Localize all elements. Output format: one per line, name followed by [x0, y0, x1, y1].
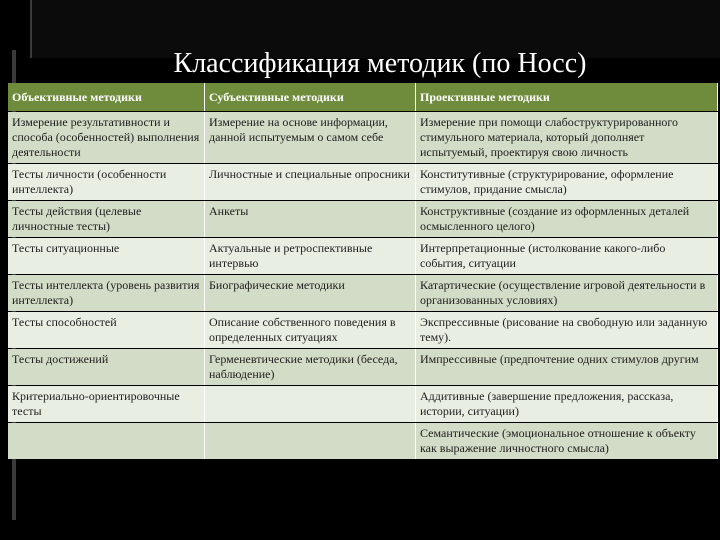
table-cell: Актуальные и ретроспективные интервью — [205, 238, 416, 274]
table-cell: Тесты ситуационные — [8, 238, 205, 274]
table-cell: Измерение результативности и способа (особенностей) выполнения деятельности — [8, 112, 205, 163]
table-header-row — [8, 83, 718, 111]
table-cell: Импрессивные (предпочтение одних стимулов другим — [416, 349, 718, 385]
header-objective: Объективные методики — [8, 83, 205, 111]
table-row — [8, 386, 718, 422]
table-row — [8, 312, 718, 348]
table-row — [8, 423, 718, 459]
table-cell: Анкеты — [205, 201, 416, 237]
table-cell: Личностные и специальные опросники — [205, 164, 416, 200]
table-row — [8, 164, 718, 200]
table-cell: Конструктивные (создание из оформленных деталей осмысленного целого) — [416, 201, 718, 237]
table-cell: Тесты способностей — [8, 312, 205, 348]
table-cell: Тесты действия (целевые личностные тесты) — [8, 201, 205, 237]
table-cell: Измерение при помощи слабоструктурированного стимульного материала, который дополняет испытуемый, проектируя свою личность — [416, 112, 718, 163]
table-cell: Критериально-ориентировочные тесты — [8, 386, 205, 422]
table-cell: Биографические методики — [205, 275, 416, 311]
table-cell — [205, 386, 416, 422]
table-cell: Семантические (эмоциональное отношение к объекту как выражение личностного смысла) — [416, 423, 718, 459]
classification-table — [8, 82, 718, 460]
table-cell: Тесты личности (особенности интеллекта) — [8, 164, 205, 200]
table-cell: Аддитивные (завершение предложения, рассказа, истории, ситуации) — [416, 386, 718, 422]
table-row — [8, 201, 718, 237]
table-cell — [8, 423, 205, 459]
table-cell: Экспрессивные (рисование на свободную или заданную тему). — [416, 312, 718, 348]
table-row — [8, 275, 718, 311]
header-projective: Проективные методики — [416, 83, 718, 111]
header-subjective: Субъективные методики — [205, 83, 416, 111]
table-cell: Интерпретационные (истолкование какого-либо события, ситуации — [416, 238, 718, 274]
table-cell: Описание собственного поведения в определенных ситуациях — [205, 312, 416, 348]
table-cell: Герменевтические методики (беседа, наблюдение) — [205, 349, 416, 385]
table-row — [8, 349, 718, 385]
table-cell: Катартические (осуществление игровой деятельности в организованных условиях) — [416, 275, 718, 311]
table-cell: Тесты достижений — [8, 349, 205, 385]
table-cell — [205, 423, 416, 459]
table-row — [8, 112, 718, 163]
table-cell: Конститутивные (структурирование, оформление стимулов, придание смысла) — [416, 164, 718, 200]
table-cell: Тесты интеллекта (уровень развития интеллекта) — [8, 275, 205, 311]
slide-title: Классификация методик (по Носс) — [173, 48, 587, 79]
table-cell: Измерение на основе информации, данной испытуемым о самом себе — [205, 112, 416, 163]
classification-table-container — [8, 82, 718, 534]
table-row — [8, 238, 718, 274]
